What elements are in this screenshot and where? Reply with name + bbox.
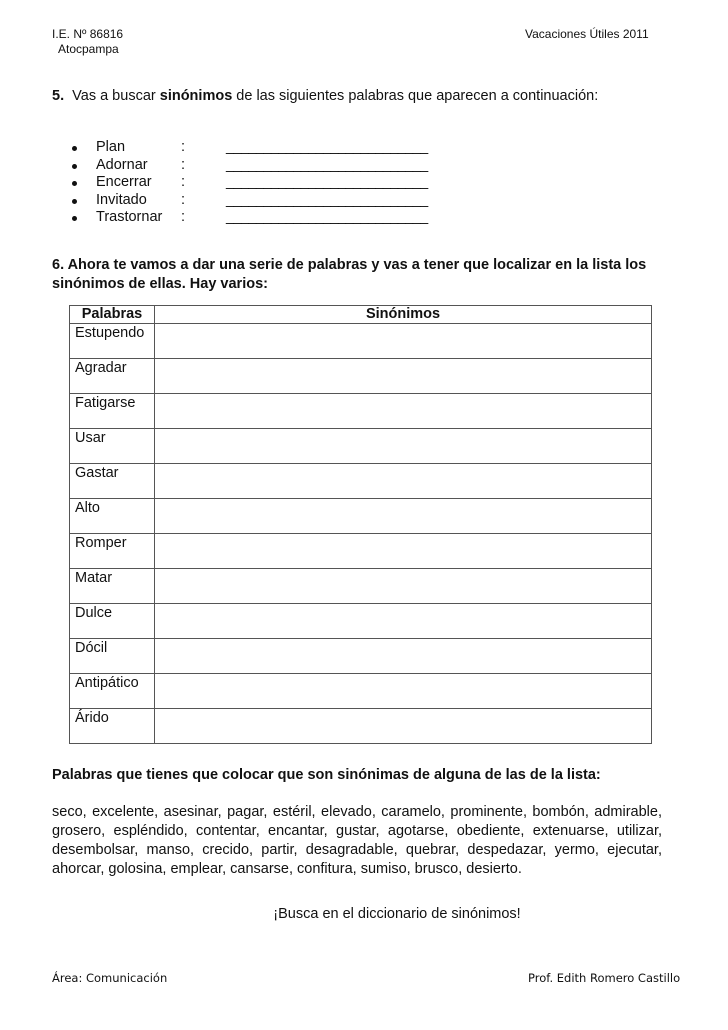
list-item-colon: :	[181, 139, 186, 155]
word-bank-title: Palabras que tienes que colocar que son sinónimas de alguna de las de la lista:	[52, 767, 601, 783]
list-item-colon: :	[181, 174, 186, 191]
answer-blank-line[interactable]: ___________________________	[226, 139, 428, 155]
list-item-word: Trastornar	[96, 209, 163, 226]
footer-area: Área: Comunicación	[52, 971, 168, 985]
table-cell-answer[interactable]	[155, 674, 652, 709]
list-item-word: Adornar	[96, 156, 148, 173]
footer-teacher: Prof. Edith Romero Castillo	[528, 971, 681, 985]
word-bank-text: seco, excelente, asesinar, pagar, estéril, elevado, caramelo, prominente, bombón, admirable, grosero, espléndido, contentar, encantar, gustar, agotarse, obediente, extenuarse, utilizar, desembolsar, manso, crecido, partir, desagradable, quebrar, despedazar, yermo, ejecutar, ahorcar, golosina, emplear, cansarse, confitura, sumiso, brusco, desierto.	[52, 804, 662, 877]
table-cell-answer[interactable]	[155, 639, 652, 674]
table-cell-answer[interactable]	[155, 324, 652, 359]
bullet-icon	[72, 199, 77, 204]
table-row	[70, 394, 652, 429]
column-header-words: Palabras	[70, 306, 155, 324]
answer-blank-line[interactable]: ___________________________	[226, 191, 428, 208]
table-cell-word: Árido	[70, 709, 155, 744]
program-title: Vacaciones Útiles 2011	[525, 27, 649, 41]
list-item-word: Plan	[96, 139, 126, 155]
table-cell-word: Dulce	[70, 604, 155, 639]
table-cell-answer[interactable]	[155, 569, 652, 604]
table-row	[70, 534, 652, 569]
table-cell-answer[interactable]	[155, 464, 652, 499]
table-cell-word: Matar	[70, 569, 155, 604]
list-item-colon: :	[181, 191, 186, 208]
list-item-word: Invitado	[96, 191, 147, 208]
table-cell-word: Alto	[70, 499, 155, 534]
table-row	[70, 429, 652, 464]
table-row	[70, 359, 652, 394]
question-5-text-after: de las siguientes palabras que aparecen a continuación:	[236, 88, 599, 104]
bullet-icon	[72, 181, 77, 186]
table-row	[70, 499, 652, 534]
bullet-icon	[72, 164, 77, 169]
closing-message-text: ¡Busca en el diccionario de sinónimos!	[273, 906, 521, 922]
list-item-colon: :	[181, 209, 186, 226]
answer-blank-line[interactable]: ___________________________	[226, 174, 428, 191]
table-cell-answer[interactable]	[155, 359, 652, 394]
table-row	[70, 639, 652, 674]
table-cell-word: Romper	[70, 534, 155, 569]
table-row	[70, 674, 652, 709]
table-cell-word: Estupendo	[70, 324, 155, 359]
table-cell-word: Gastar	[70, 464, 155, 499]
closing-message	[0, 906, 728, 922]
bullet-icon	[72, 216, 77, 221]
table-header-row	[70, 306, 652, 324]
table-cell-answer[interactable]	[155, 499, 652, 534]
table-cell-answer[interactable]	[155, 394, 652, 429]
list-item-colon: :	[181, 156, 186, 173]
question-5-text-before: Vas a buscar	[72, 88, 156, 104]
synonyms-table	[69, 305, 652, 744]
bullet-icon	[72, 146, 77, 151]
question-5	[52, 88, 598, 104]
table-cell-answer[interactable]	[155, 429, 652, 464]
table-row	[70, 709, 652, 744]
table-cell-word: Usar	[70, 429, 155, 464]
list-item-word: Encerrar	[96, 174, 152, 191]
table-cell-word: Antipático	[70, 674, 155, 709]
question-6-instruction: 6. Ahora te vamos a dar una serie de palabras y vas a tener que localizar en la lista los sinónimos de ellas. Hay varios:	[52, 257, 647, 292]
answer-blank-line[interactable]: ___________________________	[226, 156, 428, 173]
table-cell-answer[interactable]	[155, 709, 652, 744]
table-cell-answer[interactable]	[155, 604, 652, 639]
column-header-synonyms: Sinónimos	[155, 306, 652, 324]
table-cell-word: Agradar	[70, 359, 155, 394]
table-cell-answer[interactable]	[155, 534, 652, 569]
table-row	[70, 569, 652, 604]
table-cell-word: Fatigarse	[70, 394, 155, 429]
school-code: I.E. Nº 86816	[52, 27, 124, 41]
table-row	[70, 464, 652, 499]
table-row	[70, 324, 652, 359]
table-cell-word: Dócil	[70, 639, 155, 674]
answer-blank-line[interactable]: ___________________________	[226, 209, 428, 226]
table-row	[70, 604, 652, 639]
school-place: Atocpampa	[58, 42, 119, 56]
question-5-keyword: sinónimos	[159, 88, 233, 104]
question-5-number: 5.	[52, 88, 65, 104]
